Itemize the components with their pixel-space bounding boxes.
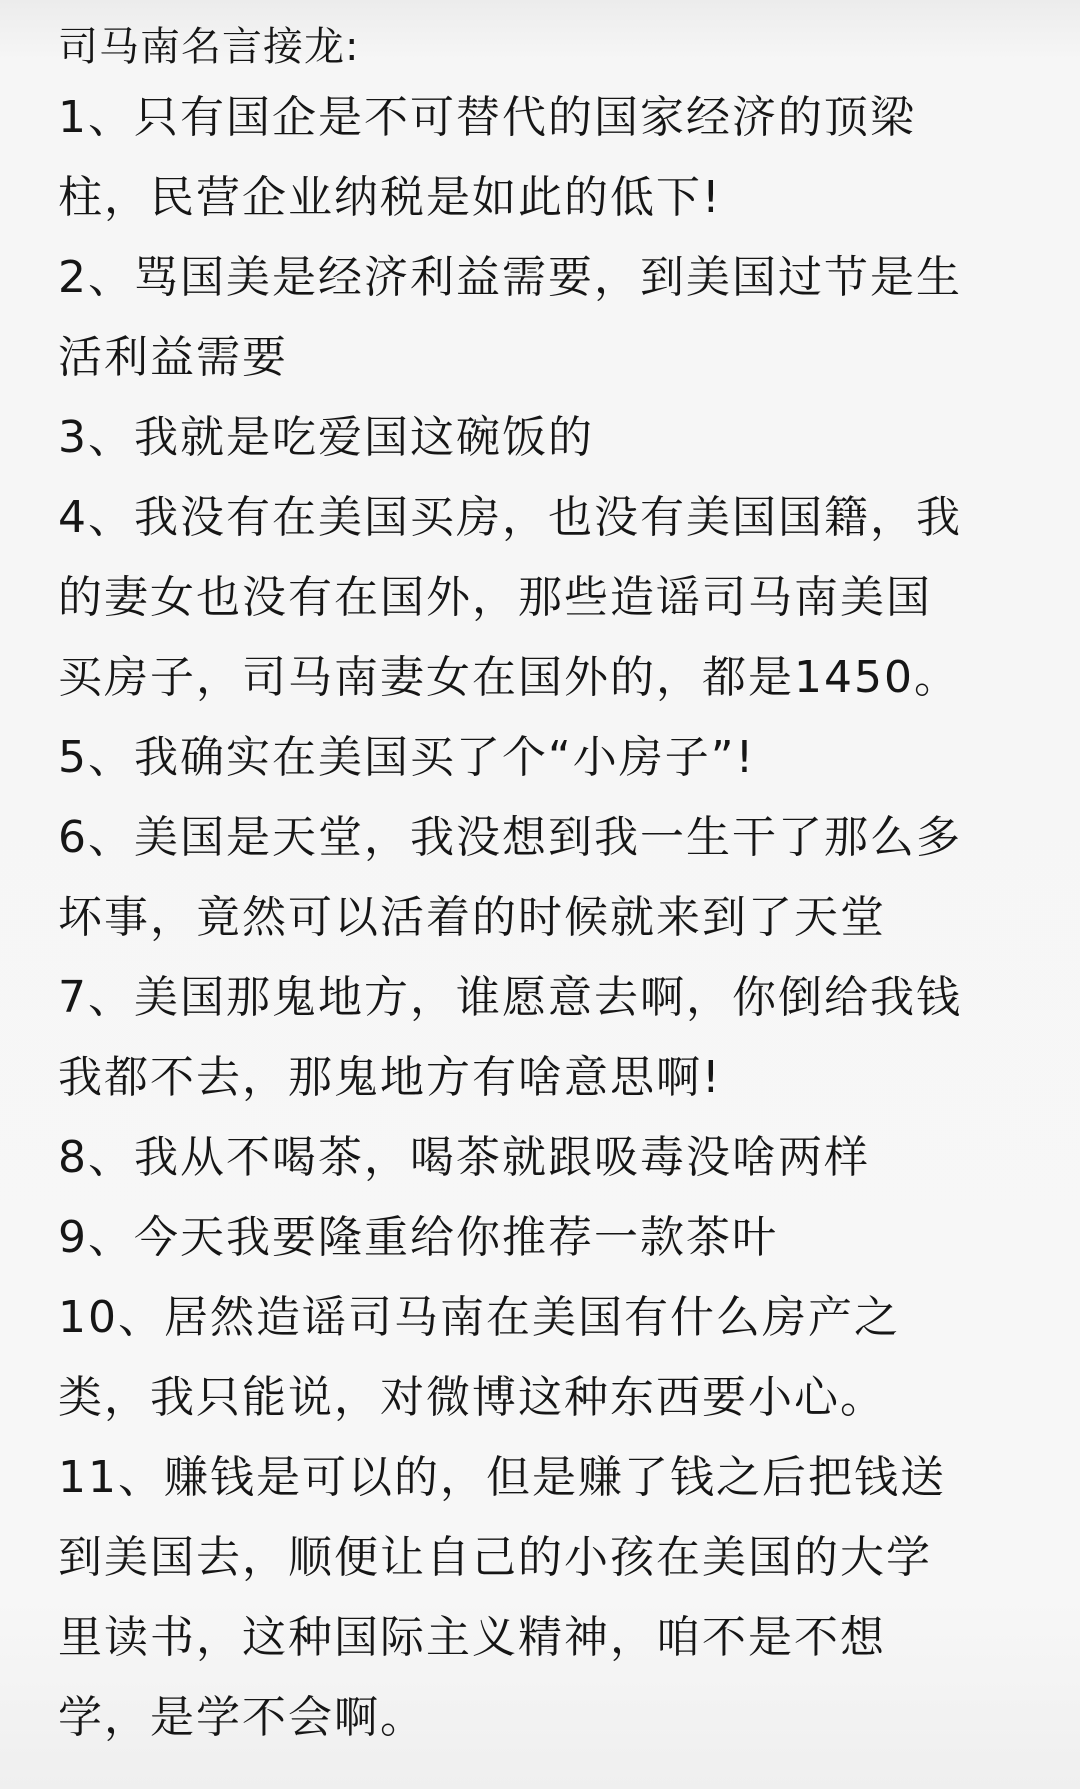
quote-line: 5、我确实在美国买了个“小房子”! xyxy=(58,732,756,783)
quote-item xyxy=(58,718,1050,798)
quote-line: 1、只有国企是不可替代的国家经济的顶梁 xyxy=(58,92,916,143)
quote-line: 里读书，这种国际主义精神，咱不是不想 xyxy=(58,1612,886,1663)
quote-item xyxy=(58,1118,1050,1198)
quote-item xyxy=(58,958,1050,1118)
quote-item xyxy=(58,1198,1050,1278)
quote-item xyxy=(58,1278,1050,1438)
quote-item xyxy=(58,1438,1050,1758)
quote-line: 4、我没有在美国买房，也没有美国国籍，我 xyxy=(58,492,962,543)
quote-line: 8、我从不喝茶，喝茶就跟吸毒没啥两样 xyxy=(58,1132,870,1183)
quote-line: 10、居然造谣司马南在美国有什么房产之 xyxy=(58,1292,900,1343)
quote-line: 11、赚钱是可以的，但是赚了钱之后把钱送 xyxy=(58,1452,946,1503)
quote-line: 2、骂国美是经济利益需要，到美国过节是生 xyxy=(58,252,962,303)
quote-line: 的妻女也没有在国外，那些造谣司马南美国 xyxy=(58,572,932,623)
quote-item xyxy=(58,478,1050,718)
quote-line: 买房子，司马南妻女在国外的，都是1450。 xyxy=(58,652,960,703)
quote-item xyxy=(58,238,1050,398)
quote-line: 到美国去，顺便让自己的小孩在美国的大学 xyxy=(58,1532,932,1583)
quote-line: 7、美国那鬼地方，谁愿意去啊，你倒给我钱 xyxy=(58,972,962,1023)
quote-line: 活利益需要 xyxy=(58,332,288,383)
quote-item xyxy=(58,798,1050,958)
quote-item xyxy=(58,398,1050,478)
quote-line: 柱，民营企业纳税是如此的低下! xyxy=(58,172,722,223)
quote-line: 类，我只能说，对微博这种东西要小心。 xyxy=(58,1372,886,1423)
quote-line: 3、我就是吃爱国这碗饭的 xyxy=(58,412,594,463)
quote-list xyxy=(58,78,1050,1758)
quote-line: 我都不去，那鬼地方有啥意思啊! xyxy=(58,1052,722,1103)
quote-item xyxy=(58,78,1050,238)
quote-line: 9、今天我要隆重给你推荐一款茶叶 xyxy=(58,1212,778,1263)
heading: 司马南名言接龙: xyxy=(58,24,360,70)
quote-line: 坏事，竟然可以活着的时候就来到了天堂 xyxy=(58,892,886,943)
quote-line: 学，是学不会啊。 xyxy=(58,1692,426,1743)
quote-line: 6、美国是天堂，我没想到我一生干了那么多 xyxy=(58,812,962,863)
